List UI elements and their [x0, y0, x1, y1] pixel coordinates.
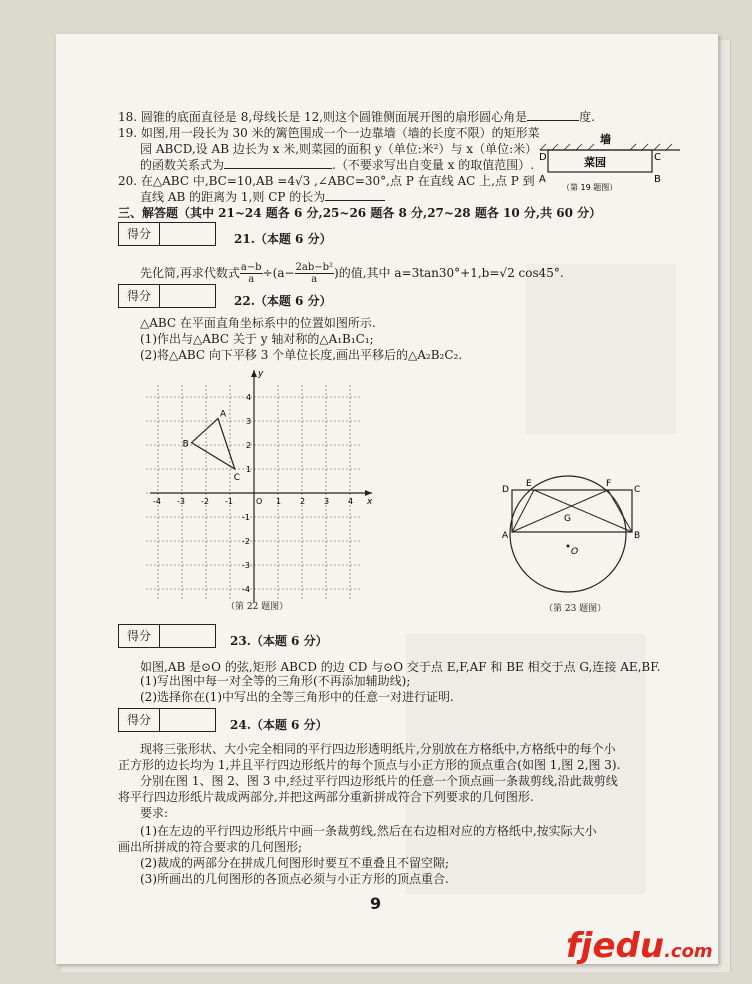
q22-line3: (2)将△ABC 向下平移 3 个单位长度,画出平移后的△A₂B₂C₂. — [140, 348, 463, 362]
q19-point-A: A — [539, 174, 546, 185]
q23-score-label: 得分 — [119, 625, 160, 647]
q20-line2 — [140, 190, 385, 204]
q19-blank — [224, 168, 332, 169]
q24-p2a: 分别在图 1、图 2、图 3 中,经过平行四边形纸片的任意一个顶点画一条裁剪线,沿此裁剪线 — [140, 774, 618, 788]
q22-point-C: C — [233, 473, 241, 483]
q22-x-tick-label: -4 — [153, 497, 161, 506]
q19-line3a: 的函数关系式为 — [140, 158, 225, 172]
q22-y-tick-label: 2 — [246, 441, 252, 450]
q24-req: 要求: — [140, 806, 169, 820]
q22-x-tick-label: 4 — [348, 497, 354, 506]
q23-circle-o — [510, 476, 626, 592]
q23-point-F: F — [606, 479, 612, 489]
q22-title: 22.（本题 6 分） — [234, 294, 332, 308]
q21-frac2 — [295, 262, 335, 285]
q24-r2: (2)裁成的两部分在拼成几何图形时要互不重叠且不留空隙; — [140, 856, 450, 870]
q21-paren-open: (a− — [272, 266, 295, 280]
q19-garden-label: 菜园 — [584, 156, 606, 169]
bleed-through — [526, 264, 676, 434]
q23-point-B: B — [634, 531, 641, 541]
q22-y-label: y — [258, 369, 264, 379]
q18-line — [118, 110, 595, 124]
q20-blank — [325, 200, 385, 201]
q23-point-D: D — [502, 485, 509, 495]
q23-line1: 如图,AB 是⊙O 的弦,矩形 ABCD 的边 CD 与⊙O 交于点 E,F,AF 和 BE 相交于点 G,连接 AE,BF. — [140, 660, 661, 674]
q19-point-B: B — [654, 174, 661, 185]
watermark-main: fjedu — [566, 926, 665, 966]
q22-y-tick-label: -4 — [242, 585, 250, 594]
q23-rectangle-abcd — [512, 490, 632, 532]
q21-frac1 — [240, 262, 263, 285]
q24-p1b: 正方形的边长均为 1,并且平行四边形纸片的每个顶点与小正方形的顶点重合(如图 1,图 2,图 3). — [118, 758, 621, 772]
q21-frac2-num: 2ab−b² — [295, 262, 334, 273]
q22-line1: △ABC 在平面直角坐标系中的位置如图所示. — [140, 316, 376, 330]
q19-line1: 19. 如图,用一段长为 30 米的篱笆围成一个一边靠墙（墙的长度不限）的矩形菜 — [118, 126, 540, 140]
q20-line2-text: 直线 AB 的距离为 1,则 CP 的长为 — [140, 190, 326, 204]
q22-y-tick-label: 1 — [246, 465, 252, 474]
watermark-suffix: .com — [664, 941, 713, 962]
q22-score-box — [118, 284, 216, 308]
q19-line3 — [140, 158, 534, 172]
q24-score-label: 得分 — [119, 709, 160, 731]
section3-heading: 三、解答题（其中 21~24 题各 6 分,25~26 题各 8 分,27~28 题各 10 分,共 60 分） — [118, 206, 602, 220]
q18-unit: 度. — [579, 110, 595, 124]
q19-wall-label: 墙 — [600, 133, 611, 146]
q22-line2: (1)作出与△ABC 关于 y 轴对称的△A₁B₁C₁; — [140, 332, 374, 346]
q22-x-tick-label: -1 — [225, 497, 233, 506]
q23-line3: (2)选择你在(1)中写出的全等三角形中的任意一对进行证明. — [140, 690, 454, 704]
q22-x-tick-label: 3 — [324, 497, 330, 506]
q24-p1a: 现将三张形状、大小完全相同的平行四边形透明纸片,分别放在方格纸中,方格纸中的每个小 — [140, 742, 616, 756]
q23-line2: (1)写出图中每一对全等的三角形(不再添加辅助线); — [140, 674, 411, 688]
q22-y-tick-label: 4 — [246, 393, 252, 402]
q22-x-tick-label: 1 — [276, 497, 282, 506]
q23-caption: （第 23 题图） — [544, 604, 607, 614]
q20-line1: 20. 在△ABC 中,BC=10,AB =4√3 ,∠ABC=30°,点 P 在直线 AC 上,点 P 到 — [118, 174, 535, 188]
q22-score-label: 得分 — [119, 285, 160, 307]
q24-r3: (3)所画出的几何图形的各顶点必须与小正方形的顶点重合. — [140, 872, 449, 886]
q23-point-A: A — [502, 531, 509, 541]
q19-caption: （第 19 题图） — [562, 183, 618, 192]
q22-y-arrow — [251, 370, 257, 377]
q19-line3b: .（不要求写出自变量 x 的取值范围）. — [332, 158, 535, 172]
q18-blank — [527, 120, 579, 121]
q22-coordinate-figure — [146, 366, 378, 610]
q21-title: 21.（本题 6 分） — [234, 232, 332, 246]
q21-score-box — [118, 222, 216, 246]
q23-point-E: E — [526, 479, 532, 489]
q22-x-label: x — [367, 497, 373, 507]
q21-pre: 先化简,再求代数式 — [140, 266, 240, 280]
q23-line-BE — [534, 490, 632, 532]
q21-frac1-den: a — [248, 274, 255, 285]
q22-point-A: A — [220, 409, 227, 420]
q23-point-C: C — [634, 485, 641, 495]
q22-y-tick-label: 3 — [246, 417, 252, 426]
q24-r1a: (1)在左边的平行四边形纸片中画一条裁剪线,然后在右边相对应的方格纸中,按实际大小 — [140, 824, 597, 838]
q24-score-box — [118, 708, 216, 732]
q21-div: ÷ — [262, 266, 273, 280]
q24-title: 24.（本题 6 分） — [230, 718, 328, 732]
q21-paren-close: )的值,其中 a=3tan30°+1,b=√2 cos45°. — [334, 266, 564, 280]
q22-origin-label: O — [256, 497, 263, 506]
q19-line2: 园 ABCD,设 AB 边长为 x 米,则菜园的面积 y（单位:米²）与 x（单位:米） — [140, 142, 538, 156]
q23-point-G: G — [564, 514, 571, 524]
q19-figure — [530, 130, 690, 196]
q24-r1b: 画出所拼成的符合要求的几何图形; — [118, 840, 303, 854]
fjedu-watermark — [566, 926, 713, 966]
q19-point-D: D — [539, 152, 547, 163]
q23-title: 23.（本题 6 分） — [230, 634, 328, 648]
q23-line-AF — [512, 490, 608, 532]
q23-center-dot — [567, 545, 570, 548]
q22-triangle-abc — [192, 419, 235, 469]
q22-x-arrow — [365, 490, 372, 496]
q21-score-label: 得分 — [119, 223, 160, 245]
q22-x-tick-label: -2 — [201, 497, 209, 506]
q24-p2b: 将平行四边形纸片裁成两部分,并把这两部分重新拼成符合下列要求的几何图形. — [118, 790, 534, 804]
q22-y-tick-label: -2 — [242, 537, 250, 546]
q23-line-BF — [608, 490, 632, 532]
q22-x-tick-label: -3 — [177, 497, 185, 506]
q23-circle-figure — [498, 474, 641, 608]
q21-frac2-den: a — [311, 274, 318, 285]
q23-score-box — [118, 624, 216, 648]
q21-line — [140, 260, 564, 286]
exam-page — [56, 34, 718, 964]
q21-frac1-num: a−b — [240, 262, 262, 273]
q19-point-C: C — [654, 152, 661, 163]
q22-x-ticks — [153, 497, 353, 506]
page-number: 9 — [370, 894, 382, 913]
q18-text: 18. 圆锥的底面直径是 8,母线长是 12,则这个圆锥侧面展开图的扇形圆心角是 — [118, 110, 528, 124]
q23-point-O: O — [571, 547, 579, 557]
q22-x-tick-label: 2 — [300, 497, 306, 506]
q22-y-tick-label: -3 — [242, 561, 250, 570]
q22-point-B: B — [182, 439, 189, 450]
q22-y-tick-label: -1 — [242, 513, 250, 522]
q22-caption: （第 22 题图） — [226, 602, 289, 612]
